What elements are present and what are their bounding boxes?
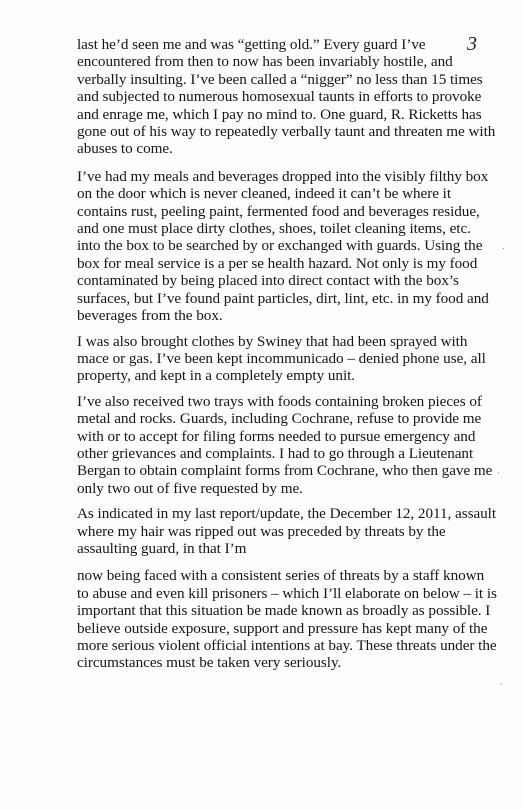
scan-speck bbox=[501, 684, 502, 685]
paragraph-2: I’ve had my meals and beverages dropped into the visibly filthy box on the door which is never cleaned, indeed it can’t be where it contains rust, peeling paint, fermented food and beverages residue, and one must place dirty clothes, shoes, toilet cleaning items, etc. into the box to be searched by or exchanged with guards. Using the box for meal service is a per se health hazard. Not only is my food contaminated by being placed into direct contact with the box’s surfaces, but I’ve found paint particles, dirt, lint, etc. in my food and beverages from the box. bbox=[77, 167, 489, 325]
paragraph-6: now being faced with a consistent series of threats by a staff known to abuse and even kill prisoners – which I’ll elaborate on below – it is important that this situation be made known as broadly as possible. I believe outside exposure, support and pressure has kept many of the more serious violent official intentions at bay. These threats under the circumstances must be taken very seriously. bbox=[77, 567, 497, 672]
page-number: 3 bbox=[467, 33, 477, 55]
paragraph-1: last he’d seen me and was “getting old.” Every guard I’ve encountered from then to now has been invariably hostile, and verbally insulting. I’ve been called a “nigger” no less than 15 times and subjected to numerous homosexual taunts in efforts to provoke and enrage me, which I pay no mind to. One guard, R. Ricketts has gone out of his way to repeatedly verbally taunt and threaten me with abuses to come. bbox=[77, 36, 496, 158]
paragraph-3: I was also brought clothes by Swiney that had been sprayed with mace or gas. I’ve been kept incommunicado – denied phone use, all property, and kept in a completely empty unit. bbox=[77, 332, 486, 385]
scan-speck bbox=[498, 472, 499, 473]
body-text bbox=[77, 33, 497, 680]
scan-speck bbox=[503, 248, 504, 249]
paragraph-4: I’ve also received two trays with foods containing broken pieces of metal and rocks. Guards, including Cochrane, refuse to provide me with or to accept for filing forms needed to pursue emergency and other grievances and complaints. I had to go through a Lieutenant Bergan to obtain complaint forms from Cochrane, who then gave me only two out of five requested by me. bbox=[77, 392, 493, 497]
paragraph-5: As indicated in my last report/update, the December 12, 2011, assault where my hair was ripped out was preceded by threats by the assaulting guard, in that I’m bbox=[77, 505, 497, 557]
